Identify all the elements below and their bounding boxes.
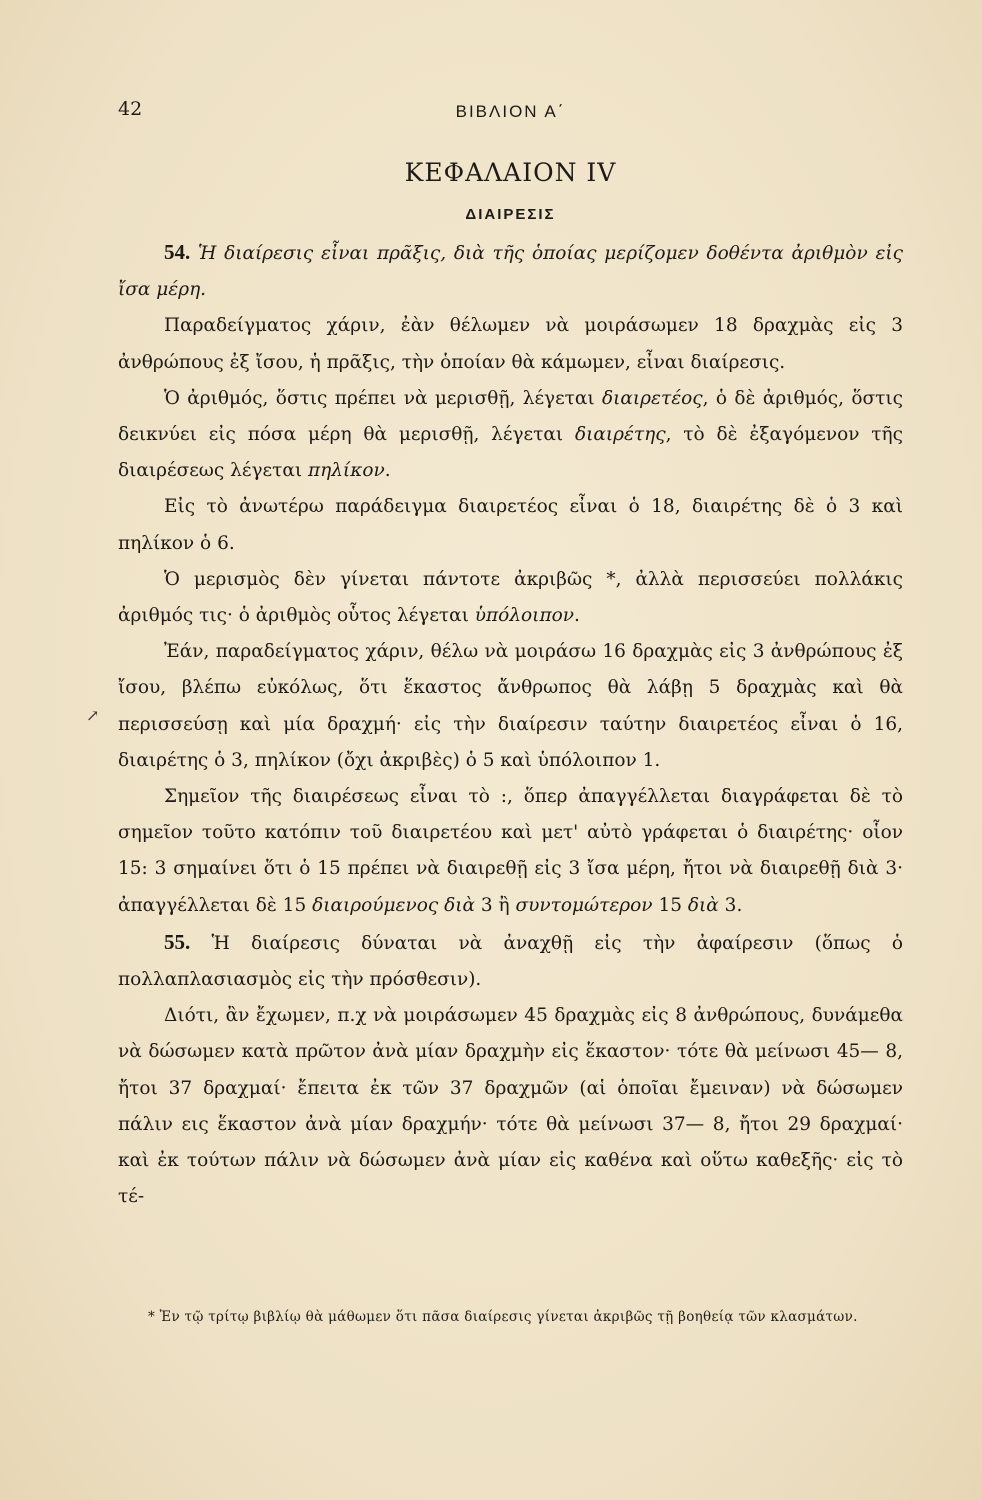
text-run: Ὁ μερισμὸς δὲν γίνεται πάντοτε ἀκριβῶς *, ἀλλὰ περισσεύει πολλάκις ἀριθμός τις· ὁ ἀριθμὸς οὗτος λέγεται	[118, 568, 903, 627]
footnote: * Ἐν τῷ τρίτῳ βιβλίῳ θὰ μάθωμεν ὅτι πᾶσα διαίρεσις γίνεται ἀκριβῶς τῇ βοηθείᾳ τῶν κλασμάτων.	[148, 1309, 858, 1325]
text-run: .	[384, 460, 391, 482]
section-title: ΔΙΑΙΡΕΣΙΣ	[465, 206, 556, 223]
paragraph-55-text: Ἡ διαίρεσις δύναται νὰ ἀναχθῇ εἰς τὴν ἀφαίρεσιν (ὅπως ὁ πολλαπλασιασμὸς εἰς τὴν πρόσθεσιν).	[118, 932, 903, 991]
paragraph-remainder	[118, 562, 903, 634]
term-quotient: πηλίκον	[307, 460, 385, 482]
term-shorter: συντομώτερον	[515, 894, 653, 916]
paragraph-remainder-example: Ἐάν, παραδείγματος χάριν, θέλω νὰ μοιράσω 16 δραχμὰς εἰς 3 ἀνθρώπους ἐξ ἴσου, βλέπω εὐκόλως, ὅτι ἕκαστος ἄνθρωπος θὰ λάβῃ 5 δραχμὰς καὶ θὰ περισσεύσῃ καὶ μία δραχμή· εἰς τὴν διαίρεσιν ταύτην διαιρετέος εἶναι ὁ 16, διαιρέτης ὁ 3, πηλίκον (ὄχι ἀκριβὲς) ὁ 5 καὶ ὑπόλοιπον 1.	[118, 641, 903, 771]
text-run: , τὸ δὲ ἐξαγόμενον τῆς διαιρέσεως λέγεται	[118, 424, 903, 482]
paragraph-number: 54.	[164, 240, 191, 264]
text-run: Ὁ ἀριθμός, ὅστις πρέπει νὰ μερισθῇ, λέγεται	[164, 387, 595, 409]
term-divided-by: διαιρούμενος διὰ	[312, 894, 475, 916]
paragraph-example: Παραδείγματος χάριν, ἐὰν θέλωμεν νὰ μοιράσωμεν 18 δραχμὰς εἰς 3 ἀνθρώπους ἐξ ἴσου, ἡ πρᾶξις, τὴν ὁποίαν θὰ κάμωμεν, εἶναι διαίρεσις.	[118, 315, 903, 373]
text-run: 3 ἢ	[480, 894, 510, 916]
term-remainder: ὑπόλοιπον	[474, 605, 574, 627]
running-title: ΒΙΒΛΙΟΝ Α΄	[455, 102, 566, 121]
text-run: Σημεῖον τῆς διαιρέσεως εἶναι τὸ :, ὅπερ ἀπαγγέλλεται διαγράφεται δὲ τὸ σημεῖον τοῦτο κατόπιν τοῦ διαιρετέου καὶ μετ' αὐτὸ γράφεται ὁ διαιρέτης· οἷον 15: 3 σημαίνει ὅτι ὁ 15 πρέπει νὰ διαιρεθῇ εἰς 3 ἴσα μέρη, ἤτοι νὰ διαιρεθῇ διὰ 3· ἀπαγγέλλεται δὲ 15	[118, 786, 903, 916]
paragraph-division-sign	[118, 779, 903, 924]
text-run: 3.	[724, 894, 743, 916]
term-divisor: διαιρέτης	[574, 424, 666, 446]
paragraph-number: 55.	[164, 929, 191, 954]
text-run: .	[573, 605, 580, 627]
page-number: 42	[118, 98, 143, 120]
paragraph-55	[118, 924, 903, 998]
term-dia: διὰ	[687, 894, 719, 916]
text-run: 15	[658, 894, 682, 916]
text-run: , ὁ δὲ ἀριθμός, ὅστις δεικνύει εἰς πόσα μέρη θὰ μερισθῇ, λέγεται	[118, 387, 903, 446]
body-text	[118, 234, 903, 1215]
paragraph-54	[118, 234, 903, 308]
paragraph-example-terms: Εἰς τὸ ἀνωτέρω παράδειγμα διαιρετέος εἶναι ὁ 18, διαιρέτης δὲ ὁ 3 καὶ πηλίκον ὁ 6.	[118, 496, 903, 554]
paragraph-terms	[118, 381, 903, 490]
term-dividend: διαιρετέος	[602, 387, 703, 409]
paragraph-subtraction-example: Διότι, ἂν ἔχωμεν, π.χ νὰ μοιράσωμεν 45 δραχμὰς εἰς 8 ἀνθρώπους, δυνάμεθα νὰ δώσωμεν κατὰ πρῶτον ἀνὰ μίαν δραχμὴν εἰς ἕκαστον· τότε θὰ μείνωσι 45— 8, ἤτοι 37 δραχμαί· ἔπειτα ἐκ τῶν 37 δραχμῶν (αἱ ὁποῖαι ἔμειναν) νὰ δώσωμεν πάλιν εις ἕκαστον ἀνὰ μίαν δραχμήν· τότε θὰ μείνωσι 37— 8, ἤτοι 29 δραχμαί· καὶ ἐκ τούτων πάλιν νὰ δώσωμεν ἀνὰ μίαν εἰς καθένα καὶ οὕτω καθεξῆς· εἰς τὸ τέ-	[118, 1005, 903, 1208]
margin-pencil-mark: ↗	[86, 706, 100, 725]
division-definition: Ἡ διαίρεσις εἶναι πρᾶξις, διὰ τῆς ὁποίας μερίζομεν δοθέντα ἀριθμὸν εἰς ἴσα μέρη.	[118, 243, 903, 301]
chapter-title: ΚΕΦΑΛΑΙΟΝ IV	[404, 158, 617, 187]
page-header	[118, 98, 903, 128]
